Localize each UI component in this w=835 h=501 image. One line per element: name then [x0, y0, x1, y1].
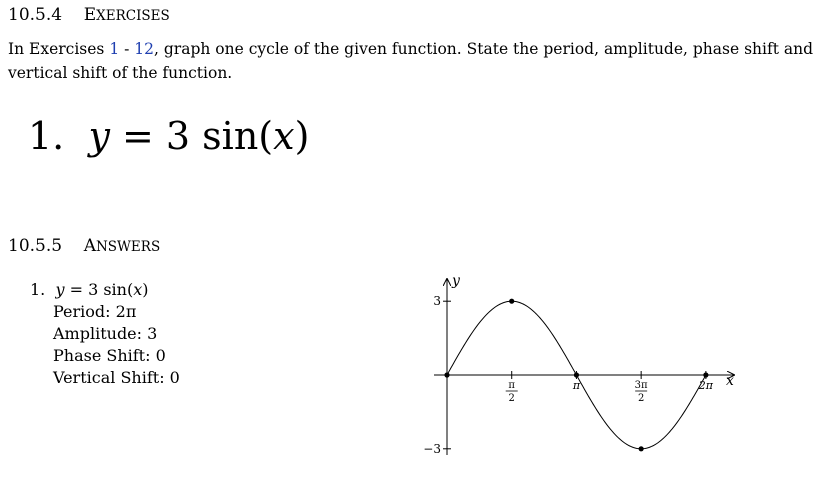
data-point [574, 372, 579, 377]
exercises-title-rest: XERCISES [96, 8, 170, 24]
svg-text:2: 2 [637, 393, 645, 404]
x-tick-label [635, 380, 648, 404]
exercises-heading [8, 5, 170, 25]
answer-period: Period: 2π [53, 302, 137, 321]
y-axis-label: y [452, 273, 460, 289]
exercise-eq-body: = 3 sin( [109, 114, 274, 158]
svg-text:2: 2 [508, 393, 515, 404]
x-tick-label: 2π [698, 379, 713, 392]
answer-phase-shift: Phase Shift: 0 [53, 346, 166, 365]
answers-heading [8, 236, 160, 256]
answer-var-x: x [133, 280, 143, 299]
y-tick-label: 3 [433, 294, 441, 309]
exercise-eq-close: ) [294, 114, 310, 158]
data-point [639, 446, 644, 451]
answer-var-y: y [55, 280, 65, 299]
exercise-number: 1. [28, 114, 65, 158]
intro-dash: - [119, 40, 135, 58]
answer-eq-body: = 3 sin( [64, 280, 134, 299]
intro-text-start: In Exercises [8, 40, 110, 58]
exercise-equation [28, 114, 309, 158]
sine-graph [400, 265, 760, 465]
intro-paragraph [8, 37, 828, 85]
exercises-title-initial: E [83, 5, 97, 25]
answer-eq-close: ) [142, 280, 149, 299]
x-tick-label [506, 380, 518, 404]
data-point [703, 372, 708, 377]
answers-title-initial: A [83, 236, 96, 256]
svg-text:3π: 3π [634, 380, 648, 391]
exercise-var-y: y [88, 114, 110, 158]
answers-section-number: 10.5.5 [8, 236, 63, 256]
x-axis-label: x [726, 373, 734, 389]
exercise-var-x: x [273, 114, 295, 158]
answer-number: 1. [30, 280, 46, 299]
exercises-section-number: 10.5.4 [8, 5, 63, 25]
answer-equation [30, 279, 180, 301]
answer-vertical-shift: Vertical Shift: 0 [53, 368, 180, 387]
exercise-link-1[interactable]: 1 [109, 40, 120, 58]
x-tick-label: π [572, 379, 581, 392]
answer-block [30, 279, 180, 389]
svg-text:π: π [508, 380, 516, 391]
answer-amplitude: Amplitude: 3 [53, 324, 158, 343]
data-point [509, 299, 514, 304]
data-point [444, 372, 449, 377]
exercise-link-12[interactable]: 12 [134, 40, 155, 58]
answers-title-rest: NSWERS [95, 239, 161, 255]
intro-text-end: , graph one cycle of the given function. State the period, amplitude, phase shift and vertical shift of the function. [8, 40, 814, 82]
y-tick-label: −3 [423, 441, 441, 456]
